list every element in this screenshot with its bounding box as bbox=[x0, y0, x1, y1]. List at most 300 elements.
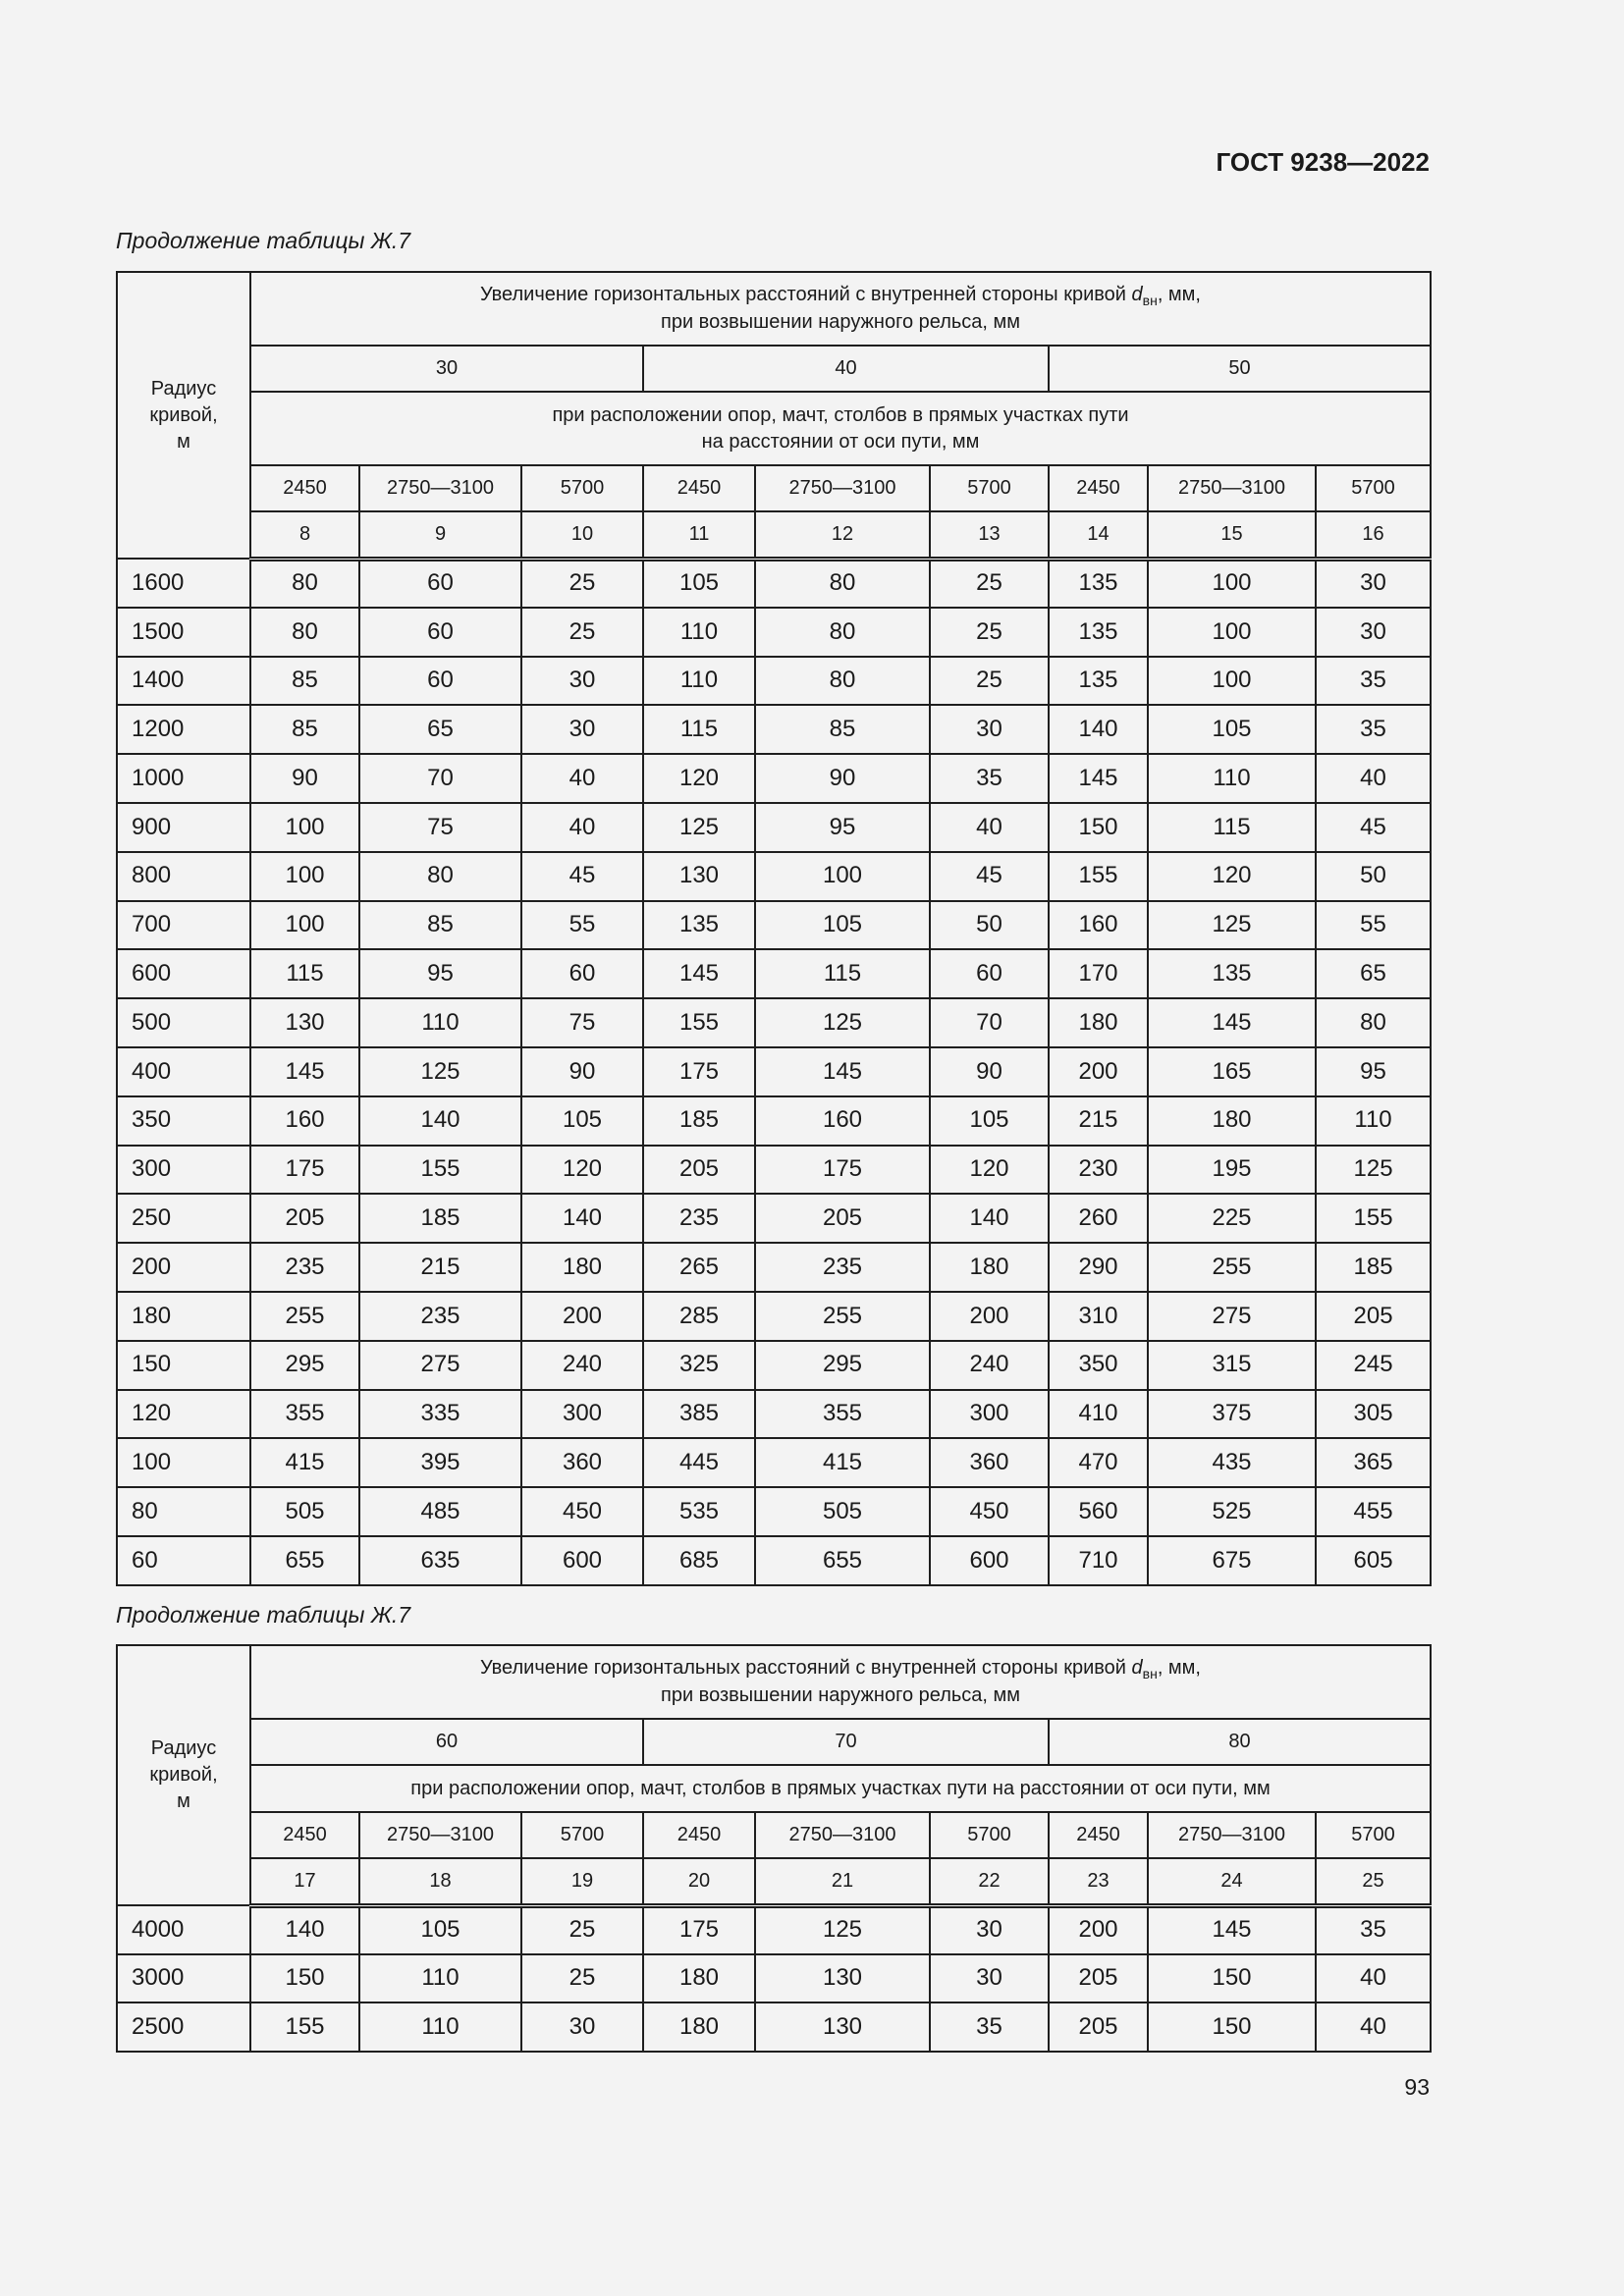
value-cell: 110 bbox=[643, 657, 755, 706]
distance-header: 2450 bbox=[643, 1812, 755, 1858]
value-cell: 560 bbox=[1049, 1487, 1148, 1536]
value-cell: 285 bbox=[643, 1292, 755, 1341]
value-cell: 175 bbox=[643, 1047, 755, 1096]
value-cell: 290 bbox=[1049, 1243, 1148, 1292]
radius-label-line: Радиус bbox=[150, 377, 217, 400]
distance-header: 2450 bbox=[250, 1812, 359, 1858]
distance-header-row bbox=[117, 465, 1431, 511]
value-cell: 125 bbox=[755, 998, 930, 1047]
value-cell: 470 bbox=[1049, 1438, 1148, 1487]
value-cell: 40 bbox=[930, 803, 1049, 852]
value-cell: 115 bbox=[643, 705, 755, 754]
value-cell: 125 bbox=[755, 1905, 930, 1954]
value-cell: 40 bbox=[1316, 1954, 1431, 2003]
value-cell: 90 bbox=[755, 754, 930, 803]
value-cell: 30 bbox=[1316, 559, 1431, 608]
value-cell: 150 bbox=[250, 1954, 359, 2003]
value-cell: 255 bbox=[250, 1292, 359, 1341]
main-header-line2: при возвышении наружного рельса, мм bbox=[661, 1684, 1021, 1707]
distance-header-row bbox=[117, 1812, 1431, 1858]
main-header-line2: при возвышении наружного рельса, мм bbox=[661, 311, 1021, 334]
value-cell: 75 bbox=[359, 803, 521, 852]
value-cell: 155 bbox=[359, 1146, 521, 1195]
value-cell: 120 bbox=[1148, 852, 1316, 901]
column-number: 23 bbox=[1049, 1858, 1148, 1905]
table-row bbox=[117, 1194, 1431, 1243]
main-header bbox=[250, 1645, 1431, 1719]
value-cell: 505 bbox=[250, 1487, 359, 1536]
value-cell: 255 bbox=[1148, 1243, 1316, 1292]
value-cell: 100 bbox=[1148, 559, 1316, 608]
value-cell: 35 bbox=[1316, 1905, 1431, 1954]
value-cell: 240 bbox=[521, 1341, 643, 1390]
table-2 bbox=[116, 1644, 1432, 2053]
value-cell: 80 bbox=[755, 559, 930, 608]
value-cell: 385 bbox=[643, 1390, 755, 1439]
value-cell: 80 bbox=[1316, 998, 1431, 1047]
main-header-unit: , мм, bbox=[1157, 1656, 1201, 1679]
value-cell: 180 bbox=[521, 1243, 643, 1292]
value-cell: 25 bbox=[930, 608, 1049, 657]
radius-cell: 1600 bbox=[117, 559, 250, 608]
placement-header bbox=[250, 1765, 1431, 1812]
value-cell: 40 bbox=[1316, 2002, 1431, 2052]
value-cell: 30 bbox=[930, 705, 1049, 754]
value-cell: 415 bbox=[755, 1438, 930, 1487]
value-cell: 165 bbox=[1148, 1047, 1316, 1096]
value-cell: 35 bbox=[930, 2002, 1049, 2052]
value-cell: 180 bbox=[930, 1243, 1049, 1292]
value-cell: 365 bbox=[1316, 1438, 1431, 1487]
radius-cell: 700 bbox=[117, 901, 250, 950]
value-cell: 525 bbox=[1148, 1487, 1316, 1536]
value-cell: 105 bbox=[755, 901, 930, 950]
value-cell: 150 bbox=[1049, 803, 1148, 852]
table-row bbox=[117, 754, 1431, 803]
value-cell: 115 bbox=[755, 949, 930, 998]
value-cell: 55 bbox=[521, 901, 643, 950]
value-cell: 410 bbox=[1049, 1390, 1148, 1439]
value-cell: 135 bbox=[1049, 657, 1148, 706]
value-cell: 105 bbox=[643, 559, 755, 608]
value-cell: 140 bbox=[521, 1194, 643, 1243]
value-cell: 60 bbox=[930, 949, 1049, 998]
column-number: 25 bbox=[1316, 1858, 1431, 1905]
elevation-header: 40 bbox=[643, 346, 1049, 392]
table-1-caption: Продолжение таблицы Ж.7 bbox=[116, 228, 411, 253]
radius-cell: 4000 bbox=[117, 1905, 250, 1954]
value-cell: 180 bbox=[1049, 998, 1148, 1047]
main-header bbox=[250, 272, 1431, 346]
value-cell: 135 bbox=[643, 901, 755, 950]
value-cell: 130 bbox=[250, 998, 359, 1047]
value-cell: 25 bbox=[930, 657, 1049, 706]
value-cell: 175 bbox=[250, 1146, 359, 1195]
distance-header: 2450 bbox=[250, 465, 359, 511]
value-cell: 130 bbox=[755, 1954, 930, 2003]
value-cell: 215 bbox=[359, 1243, 521, 1292]
d-subscript: вн bbox=[1142, 292, 1158, 308]
radius-cell: 60 bbox=[117, 1536, 250, 1585]
value-cell: 105 bbox=[930, 1096, 1049, 1146]
value-cell: 200 bbox=[930, 1292, 1049, 1341]
value-cell: 135 bbox=[1049, 559, 1148, 608]
value-cell: 600 bbox=[930, 1536, 1049, 1585]
table-row bbox=[117, 608, 1431, 657]
value-cell: 45 bbox=[930, 852, 1049, 901]
table-row bbox=[117, 705, 1431, 754]
value-cell: 85 bbox=[250, 705, 359, 754]
value-cell: 50 bbox=[930, 901, 1049, 950]
value-cell: 110 bbox=[359, 2002, 521, 2052]
value-cell: 50 bbox=[1316, 852, 1431, 901]
column-number-row bbox=[117, 1858, 1431, 1905]
value-cell: 135 bbox=[1049, 608, 1148, 657]
value-cell: 125 bbox=[1148, 901, 1316, 950]
value-cell: 140 bbox=[930, 1194, 1049, 1243]
value-cell: 360 bbox=[930, 1438, 1049, 1487]
value-cell: 455 bbox=[1316, 1487, 1431, 1536]
value-cell: 145 bbox=[250, 1047, 359, 1096]
value-cell: 100 bbox=[250, 852, 359, 901]
value-cell: 180 bbox=[1148, 1096, 1316, 1146]
value-cell: 600 bbox=[521, 1536, 643, 1585]
value-cell: 235 bbox=[359, 1292, 521, 1341]
value-cell: 120 bbox=[930, 1146, 1049, 1195]
value-cell: 40 bbox=[521, 754, 643, 803]
column-number: 18 bbox=[359, 1858, 521, 1905]
value-cell: 45 bbox=[1316, 803, 1431, 852]
distance-header: 5700 bbox=[1316, 1812, 1431, 1858]
elevation-header: 70 bbox=[643, 1719, 1049, 1765]
value-cell: 75 bbox=[521, 998, 643, 1047]
value-cell: 205 bbox=[1316, 1292, 1431, 1341]
value-cell: 215 bbox=[1049, 1096, 1148, 1146]
table-row bbox=[117, 1954, 1431, 2003]
value-cell: 105 bbox=[1148, 705, 1316, 754]
table-row bbox=[117, 2002, 1431, 2052]
value-cell: 35 bbox=[930, 754, 1049, 803]
radius-label-line: кривой, bbox=[149, 403, 218, 426]
column-number: 15 bbox=[1148, 511, 1316, 559]
elevation-header: 80 bbox=[1049, 1719, 1431, 1765]
value-cell: 45 bbox=[521, 852, 643, 901]
radius-cell: 1400 bbox=[117, 657, 250, 706]
value-cell: 115 bbox=[250, 949, 359, 998]
value-cell: 40 bbox=[521, 803, 643, 852]
radius-cell: 100 bbox=[117, 1438, 250, 1487]
distance-header: 5700 bbox=[930, 1812, 1049, 1858]
elevation-header: 30 bbox=[250, 346, 643, 392]
distance-header: 5700 bbox=[1316, 465, 1431, 511]
value-cell: 25 bbox=[930, 559, 1049, 608]
value-cell: 40 bbox=[1316, 754, 1431, 803]
column-number: 21 bbox=[755, 1858, 930, 1905]
placement-line: при расположении опор, мачт, столбов в прямых участках пути на расстоянии от оси пути, мм bbox=[410, 1777, 1271, 1799]
value-cell: 90 bbox=[250, 754, 359, 803]
value-cell: 100 bbox=[250, 901, 359, 950]
value-cell: 255 bbox=[755, 1292, 930, 1341]
value-cell: 145 bbox=[1148, 998, 1316, 1047]
distance-header: 2450 bbox=[643, 465, 755, 511]
column-number: 8 bbox=[250, 511, 359, 559]
distance-header: 2750—3100 bbox=[755, 1812, 930, 1858]
distance-header: 2750—3100 bbox=[359, 465, 521, 511]
document-title: ГОСТ 9238—2022 bbox=[1216, 147, 1430, 177]
value-cell: 155 bbox=[1049, 852, 1148, 901]
value-cell: 355 bbox=[250, 1390, 359, 1439]
table-1 bbox=[116, 271, 1432, 1586]
value-cell: 205 bbox=[755, 1194, 930, 1243]
value-cell: 150 bbox=[1148, 1954, 1316, 2003]
value-cell: 155 bbox=[1316, 1194, 1431, 1243]
value-cell: 195 bbox=[1148, 1146, 1316, 1195]
value-cell: 110 bbox=[643, 608, 755, 657]
value-cell: 335 bbox=[359, 1390, 521, 1439]
value-cell: 485 bbox=[359, 1487, 521, 1536]
value-cell: 415 bbox=[250, 1438, 359, 1487]
radius-cell: 2500 bbox=[117, 2002, 250, 2052]
d-symbol: d bbox=[1131, 1656, 1143, 1679]
value-cell: 25 bbox=[521, 559, 643, 608]
table-row bbox=[117, 1438, 1431, 1487]
value-cell: 305 bbox=[1316, 1390, 1431, 1439]
main-header-text: Увеличение горизонтальных расстояний с внутренней стороны кривой bbox=[480, 1656, 1132, 1679]
table-row bbox=[117, 657, 1431, 706]
value-cell: 130 bbox=[755, 2002, 930, 2052]
radius-label-line: м bbox=[177, 1790, 190, 1812]
table-row bbox=[117, 803, 1431, 852]
value-cell: 175 bbox=[755, 1146, 930, 1195]
value-cell: 200 bbox=[521, 1292, 643, 1341]
value-cell: 435 bbox=[1148, 1438, 1316, 1487]
value-cell: 110 bbox=[1148, 754, 1316, 803]
value-cell: 155 bbox=[643, 998, 755, 1047]
value-cell: 200 bbox=[1049, 1905, 1148, 1954]
value-cell: 140 bbox=[1049, 705, 1148, 754]
table-row bbox=[117, 559, 1431, 608]
column-number: 10 bbox=[521, 511, 643, 559]
column-number: 24 bbox=[1148, 1858, 1316, 1905]
distance-header: 2750—3100 bbox=[1148, 465, 1316, 511]
radius-cell: 500 bbox=[117, 998, 250, 1047]
value-cell: 355 bbox=[755, 1390, 930, 1439]
main-header-text: Увеличение горизонтальных расстояний с внутренней стороны кривой bbox=[480, 283, 1132, 305]
radius-cell: 120 bbox=[117, 1390, 250, 1439]
value-cell: 300 bbox=[930, 1390, 1049, 1439]
radius-cell: 350 bbox=[117, 1096, 250, 1146]
table-row bbox=[117, 852, 1431, 901]
value-cell: 325 bbox=[643, 1341, 755, 1390]
value-cell: 100 bbox=[1148, 608, 1316, 657]
value-cell: 655 bbox=[755, 1536, 930, 1585]
distance-header: 5700 bbox=[930, 465, 1049, 511]
radius-cell: 300 bbox=[117, 1146, 250, 1195]
value-cell: 65 bbox=[1316, 949, 1431, 998]
column-number: 14 bbox=[1049, 511, 1148, 559]
radius-cell: 900 bbox=[117, 803, 250, 852]
value-cell: 30 bbox=[521, 657, 643, 706]
value-cell: 235 bbox=[755, 1243, 930, 1292]
value-cell: 80 bbox=[755, 657, 930, 706]
value-cell: 685 bbox=[643, 1536, 755, 1585]
table-row bbox=[117, 1905, 1431, 1954]
value-cell: 160 bbox=[250, 1096, 359, 1146]
value-cell: 125 bbox=[643, 803, 755, 852]
value-cell: 105 bbox=[359, 1905, 521, 1954]
placement-line: на расстоянии от оси пути, мм bbox=[701, 430, 980, 453]
value-cell: 450 bbox=[521, 1487, 643, 1536]
value-cell: 60 bbox=[359, 657, 521, 706]
value-cell: 275 bbox=[359, 1341, 521, 1390]
value-cell: 235 bbox=[250, 1243, 359, 1292]
value-cell: 30 bbox=[930, 1905, 1049, 1954]
value-cell: 155 bbox=[250, 2002, 359, 2052]
elevation-header: 60 bbox=[250, 1719, 643, 1765]
value-cell: 85 bbox=[755, 705, 930, 754]
table-row bbox=[117, 949, 1431, 998]
value-cell: 145 bbox=[1049, 754, 1148, 803]
value-cell: 185 bbox=[643, 1096, 755, 1146]
value-cell: 140 bbox=[250, 1905, 359, 1954]
radius-cell: 150 bbox=[117, 1341, 250, 1390]
radius-cell: 800 bbox=[117, 852, 250, 901]
value-cell: 90 bbox=[521, 1047, 643, 1096]
value-cell: 120 bbox=[521, 1146, 643, 1195]
placement-header bbox=[250, 392, 1431, 465]
value-cell: 235 bbox=[643, 1194, 755, 1243]
distance-header: 2750—3100 bbox=[359, 1812, 521, 1858]
value-cell: 25 bbox=[521, 608, 643, 657]
value-cell: 80 bbox=[250, 608, 359, 657]
value-cell: 35 bbox=[1316, 657, 1431, 706]
distance-header: 2750—3100 bbox=[1148, 1812, 1316, 1858]
value-cell: 110 bbox=[359, 998, 521, 1047]
value-cell: 535 bbox=[643, 1487, 755, 1536]
value-cell: 145 bbox=[643, 949, 755, 998]
distance-header: 5700 bbox=[521, 1812, 643, 1858]
value-cell: 120 bbox=[643, 754, 755, 803]
value-cell: 95 bbox=[755, 803, 930, 852]
value-cell: 225 bbox=[1148, 1194, 1316, 1243]
value-cell: 635 bbox=[359, 1536, 521, 1585]
value-cell: 605 bbox=[1316, 1536, 1431, 1585]
value-cell: 160 bbox=[1049, 901, 1148, 950]
page-number: 93 bbox=[1404, 2074, 1430, 2100]
value-cell: 145 bbox=[1148, 1905, 1316, 1954]
table-row bbox=[117, 1341, 1431, 1390]
distance-header: 2450 bbox=[1049, 1812, 1148, 1858]
value-cell: 145 bbox=[755, 1047, 930, 1096]
value-cell: 180 bbox=[643, 2002, 755, 2052]
value-cell: 205 bbox=[643, 1146, 755, 1195]
value-cell: 300 bbox=[521, 1390, 643, 1439]
value-cell: 395 bbox=[359, 1438, 521, 1487]
radius-cell: 180 bbox=[117, 1292, 250, 1341]
value-cell: 70 bbox=[930, 998, 1049, 1047]
radius-cell: 1200 bbox=[117, 705, 250, 754]
value-cell: 710 bbox=[1049, 1536, 1148, 1585]
value-cell: 30 bbox=[930, 1954, 1049, 2003]
value-cell: 655 bbox=[250, 1536, 359, 1585]
table-row bbox=[117, 1390, 1431, 1439]
value-cell: 135 bbox=[1148, 949, 1316, 998]
value-cell: 125 bbox=[359, 1047, 521, 1096]
value-cell: 150 bbox=[1148, 2002, 1316, 2052]
value-cell: 95 bbox=[359, 949, 521, 998]
table-row bbox=[117, 1146, 1431, 1195]
value-cell: 205 bbox=[1049, 2002, 1148, 2052]
value-cell: 265 bbox=[643, 1243, 755, 1292]
value-cell: 675 bbox=[1148, 1536, 1316, 1585]
radius-cell: 1500 bbox=[117, 608, 250, 657]
value-cell: 445 bbox=[643, 1438, 755, 1487]
value-cell: 65 bbox=[359, 705, 521, 754]
value-cell: 140 bbox=[359, 1096, 521, 1146]
radius-cell: 600 bbox=[117, 949, 250, 998]
value-cell: 30 bbox=[521, 705, 643, 754]
distance-header: 5700 bbox=[521, 465, 643, 511]
value-cell: 25 bbox=[521, 1954, 643, 2003]
value-cell: 450 bbox=[930, 1487, 1049, 1536]
value-cell: 175 bbox=[643, 1905, 755, 1954]
radius-cell: 80 bbox=[117, 1487, 250, 1536]
value-cell: 80 bbox=[755, 608, 930, 657]
value-cell: 100 bbox=[755, 852, 930, 901]
value-cell: 70 bbox=[359, 754, 521, 803]
column-number: 11 bbox=[643, 511, 755, 559]
value-cell: 205 bbox=[250, 1194, 359, 1243]
radius-label-line: кривой, bbox=[149, 1764, 218, 1786]
value-cell: 240 bbox=[930, 1341, 1049, 1390]
value-cell: 200 bbox=[1049, 1047, 1148, 1096]
value-cell: 170 bbox=[1049, 949, 1148, 998]
value-cell: 185 bbox=[1316, 1243, 1431, 1292]
column-number: 17 bbox=[250, 1858, 359, 1905]
column-number: 16 bbox=[1316, 511, 1431, 559]
value-cell: 60 bbox=[359, 559, 521, 608]
value-cell: 295 bbox=[755, 1341, 930, 1390]
value-cell: 35 bbox=[1316, 705, 1431, 754]
value-cell: 310 bbox=[1049, 1292, 1148, 1341]
table-row bbox=[117, 901, 1431, 950]
column-number: 12 bbox=[755, 511, 930, 559]
value-cell: 130 bbox=[643, 852, 755, 901]
value-cell: 245 bbox=[1316, 1341, 1431, 1390]
value-cell: 85 bbox=[359, 901, 521, 950]
value-cell: 100 bbox=[1148, 657, 1316, 706]
value-cell: 55 bbox=[1316, 901, 1431, 950]
value-cell: 100 bbox=[250, 803, 359, 852]
value-cell: 160 bbox=[755, 1096, 930, 1146]
radius-label-line: Радиус bbox=[150, 1737, 217, 1759]
value-cell: 205 bbox=[1049, 1954, 1148, 2003]
value-cell: 185 bbox=[359, 1194, 521, 1243]
value-cell: 80 bbox=[359, 852, 521, 901]
value-cell: 110 bbox=[1316, 1096, 1431, 1146]
value-cell: 125 bbox=[1316, 1146, 1431, 1195]
table-row bbox=[117, 1096, 1431, 1146]
table-row bbox=[117, 998, 1431, 1047]
value-cell: 60 bbox=[359, 608, 521, 657]
value-cell: 90 bbox=[930, 1047, 1049, 1096]
distance-header: 2450 bbox=[1049, 465, 1148, 511]
radius-cell: 200 bbox=[117, 1243, 250, 1292]
value-cell: 95 bbox=[1316, 1047, 1431, 1096]
column-number: 22 bbox=[930, 1858, 1049, 1905]
value-cell: 110 bbox=[359, 1954, 521, 2003]
value-cell: 180 bbox=[643, 1954, 755, 2003]
